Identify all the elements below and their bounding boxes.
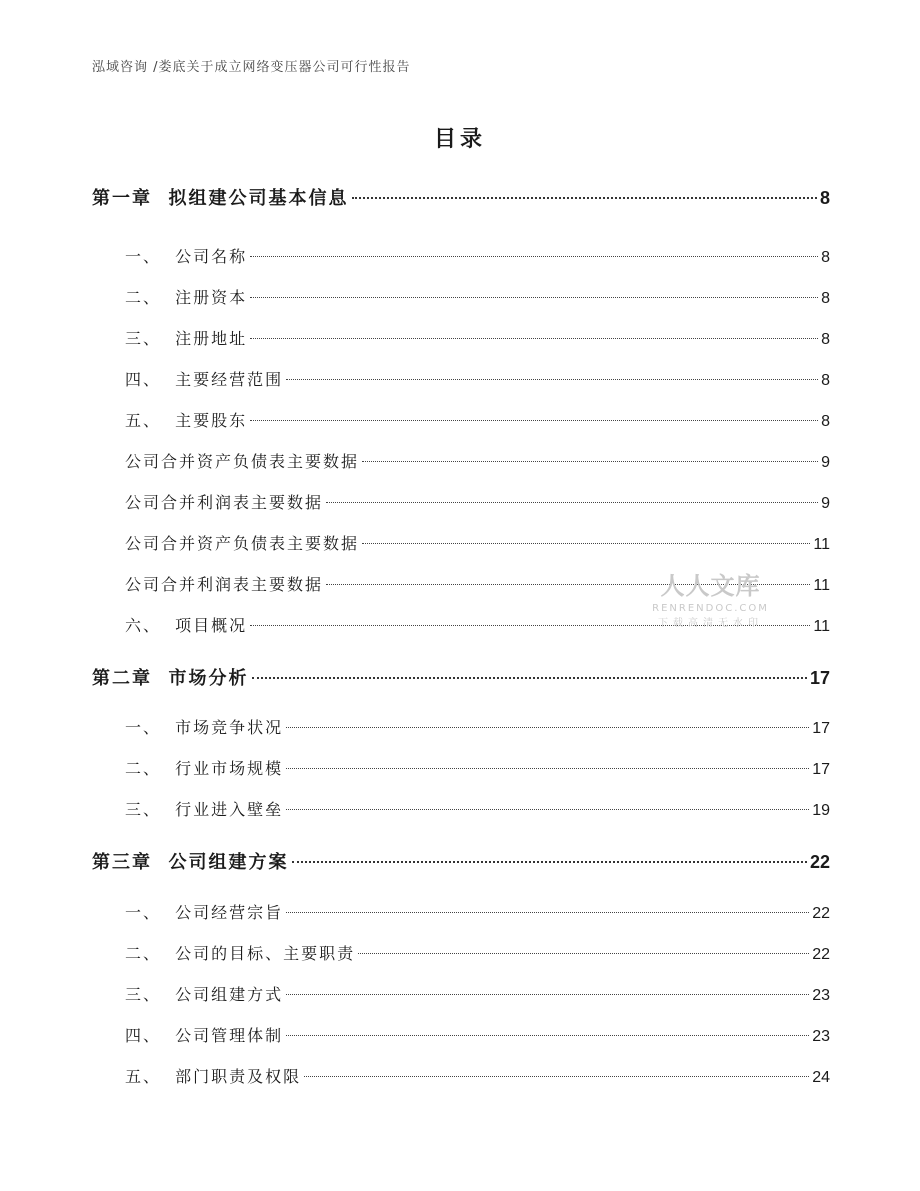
watermark-domain: RENRENDOC.COM bbox=[652, 603, 769, 614]
dot-leader bbox=[250, 420, 818, 421]
toc-entry-label: 三、 公司组建方式 bbox=[125, 985, 284, 1004]
toc-entry[interactable] bbox=[125, 326, 830, 349]
dot-leader bbox=[286, 727, 809, 728]
toc-entry[interactable] bbox=[125, 285, 830, 308]
toc-page-number: 23 bbox=[812, 987, 830, 1004]
toc-entry-label: 公司合并资产负债表主要数据 bbox=[125, 452, 360, 471]
toc-chapter-entry[interactable] bbox=[92, 184, 830, 210]
dot-leader bbox=[352, 197, 817, 199]
toc-page-number: 22 bbox=[812, 946, 830, 963]
toc-page-number: 17 bbox=[812, 761, 830, 778]
toc-entry-label: 四、 主要经营范围 bbox=[125, 370, 284, 389]
dot-leader bbox=[326, 502, 818, 503]
toc-page-number: 8 bbox=[819, 188, 830, 208]
toc-entry[interactable] bbox=[125, 756, 830, 779]
toc-page-number: 11 bbox=[813, 618, 830, 635]
toc-entry-label: 第一章 拟组建公司基本信息 bbox=[92, 188, 349, 209]
dot-leader bbox=[362, 543, 810, 544]
toc-page-number: 17 bbox=[812, 720, 830, 737]
dot-leader bbox=[250, 256, 818, 257]
toc-entry-label: 四、 公司管理体制 bbox=[125, 1026, 284, 1045]
toc-entry-label: 一、 公司经营宗旨 bbox=[125, 903, 284, 922]
toc-page-number: 11 bbox=[813, 577, 830, 594]
toc-page-number: 19 bbox=[812, 802, 830, 819]
dot-leader bbox=[286, 379, 818, 380]
toc-entry[interactable] bbox=[125, 797, 830, 820]
dot-leader bbox=[286, 809, 809, 810]
toc-entry[interactable] bbox=[125, 900, 830, 923]
toc-entry-label: 一、 市场竞争状况 bbox=[125, 718, 284, 737]
toc-entry-label: 五、 部门职责及权限 bbox=[125, 1067, 302, 1086]
toc-entry[interactable] bbox=[125, 982, 830, 1005]
dot-leader bbox=[304, 1076, 809, 1077]
toc-page-number: 17 bbox=[809, 668, 830, 688]
dot-leader bbox=[362, 461, 818, 462]
toc-chapter-entry[interactable] bbox=[92, 664, 830, 690]
watermark-slogan: 下载高清无水印 bbox=[658, 618, 763, 629]
dot-leader bbox=[358, 953, 809, 954]
toc-entry-label: 二、 行业市场规模 bbox=[125, 759, 284, 778]
toc-entry-label: 二、 公司的目标、主要职责 bbox=[125, 944, 356, 963]
watermark-logo bbox=[648, 566, 773, 629]
toc-entry-label: 三、 行业进入壁垒 bbox=[125, 800, 284, 819]
toc-entry-label: 第二章 市场分析 bbox=[92, 668, 249, 689]
toc-entry[interactable] bbox=[125, 449, 830, 472]
toc-entry[interactable] bbox=[125, 490, 830, 513]
toc-entry-label: 五、 主要股东 bbox=[125, 411, 248, 430]
toc-entry-label: 公司合并资产负债表主要数据 bbox=[125, 534, 360, 553]
toc-entry-label: 第三章 公司组建方案 bbox=[92, 852, 289, 873]
toc-entry[interactable] bbox=[125, 1064, 830, 1087]
toc-page-number: 9 bbox=[821, 495, 830, 512]
running-header: 泓域咨询 /娄底关于成立网络变压器公司可行性报告 bbox=[92, 60, 411, 75]
toc-entry-label: 公司合并利润表主要数据 bbox=[125, 575, 324, 594]
toc-page-number: 24 bbox=[812, 1069, 830, 1086]
toc-page-number: 8 bbox=[821, 331, 830, 348]
toc-entry[interactable] bbox=[125, 531, 830, 554]
toc-entry[interactable] bbox=[125, 367, 830, 390]
dot-leader bbox=[286, 912, 809, 913]
toc-entry[interactable] bbox=[125, 408, 830, 431]
watermark-text: 人人文库 bbox=[660, 572, 761, 600]
toc-page-number: 11 bbox=[813, 536, 830, 553]
toc-page-number: 22 bbox=[809, 852, 830, 872]
toc-entry[interactable] bbox=[125, 715, 830, 738]
toc-entry-label: 公司合并利润表主要数据 bbox=[125, 493, 324, 512]
dot-leader bbox=[286, 1035, 809, 1036]
toc-entry-label: 三、 注册地址 bbox=[125, 329, 248, 348]
toc-entry-label: 一、 公司名称 bbox=[125, 247, 248, 266]
toc-page-number: 8 bbox=[821, 372, 830, 389]
toc-page-number: 8 bbox=[821, 290, 830, 307]
toc-page-number: 8 bbox=[821, 249, 830, 266]
dot-leader bbox=[252, 677, 807, 679]
toc-entry[interactable] bbox=[125, 244, 830, 267]
toc-entry[interactable] bbox=[125, 941, 830, 964]
toc-page-number: 22 bbox=[812, 905, 830, 922]
dot-leader bbox=[286, 994, 809, 995]
toc-page-number: 23 bbox=[812, 1028, 830, 1045]
toc-entry[interactable] bbox=[125, 1023, 830, 1046]
toc-chapter-entry[interactable] bbox=[92, 848, 830, 874]
toc-page-number: 8 bbox=[821, 413, 830, 430]
dot-leader bbox=[292, 861, 807, 863]
dot-leader bbox=[250, 297, 818, 298]
dot-leader bbox=[250, 338, 818, 339]
toc-page-number: 9 bbox=[821, 454, 830, 471]
toc-entry-label: 二、 注册资本 bbox=[125, 288, 248, 307]
toc-entry-label: 六、 项目概况 bbox=[125, 616, 248, 635]
page-title: 目录 bbox=[433, 127, 486, 152]
dot-leader bbox=[286, 768, 809, 769]
